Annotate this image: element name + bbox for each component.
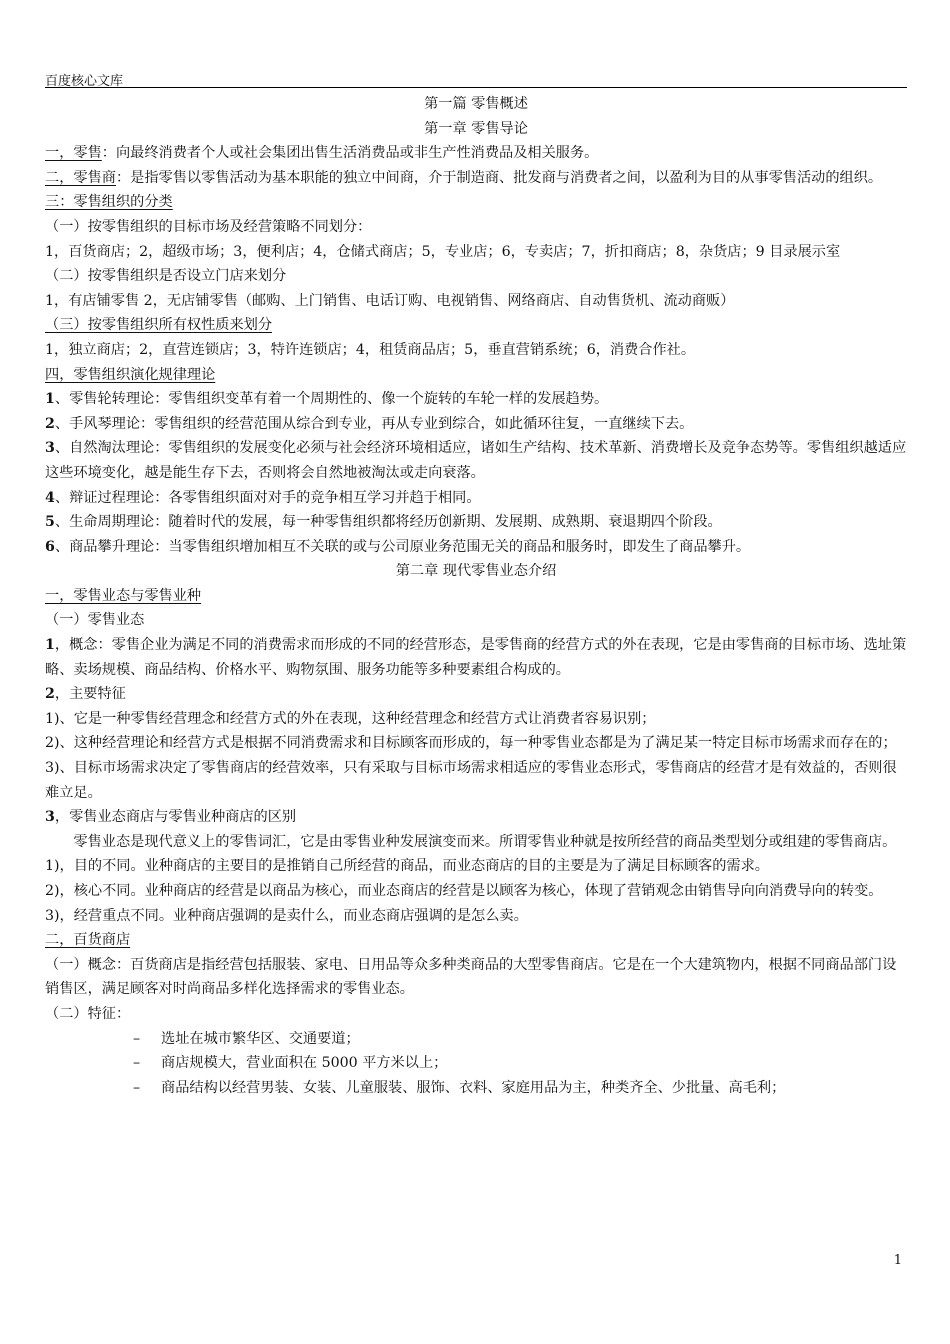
theory-item: [45, 535, 907, 560]
term-retailer: 二，零售商: [45, 169, 116, 186]
format-diff-text: ，零售业态商店与零售业种商店的区别: [54, 809, 297, 826]
classification-sub1-text: 1，百货商店；2，超级市场；3，便利店；4，仓储式商店；5，专业店；6，专卖店；7，折扣商店；8，杂货店；9 目录展示室: [45, 243, 841, 260]
format-diff-body: 零售业态是现代意义上的零售词汇，它是由零售业种发展演变而来。所谓零售业种就是按所经营的商品类型划分或组建的零售商店。: [73, 833, 897, 850]
theory-item: [45, 412, 907, 437]
format-concept-num: 1: [45, 637, 55, 654]
format-feature-1: 1)、它是一种零售经营理念和经营方式的外在表现，这种经营理念和经营方式让消费者容易识别；: [45, 710, 656, 727]
feature-bullet: [45, 1027, 907, 1052]
theory-text: 、辩证过程理论：各零售组织面对对手的竞争相互学习并趋于相同。: [54, 489, 481, 506]
department-store-features: （二）特征：: [45, 1005, 131, 1022]
feature-bullet: [45, 1051, 907, 1076]
theory-text: 、零售轮转理论：零售组织变革有着一个周期性的、像一个旋转的车轮一样的发展趋势。: [54, 391, 609, 408]
classification-sub3: （三）按零售组织所有权性质来划分: [45, 317, 273, 334]
theory-text: 、自然淘汰理论：零售组织的发展变化必须与社会经济环境相适应，诸如生产结构、技术革新、消费增长及竞争态势等。零售组织越适应这些环境变化，越是能生存下去，否则将会自然地被淘汰或走向衰落。: [45, 440, 907, 481]
feature-bullet-text: 商品结构以经营男装、女装、儿童服装、服饰、衣料、家庭用品为主，种类齐全、少批量、高毛利；: [161, 1079, 786, 1096]
format-feature-2: 2)、这种经营理论和经营方式是根据不同消费需求和目标顾客而形成的，每一种零售业态都是为了满足某一特定目标市场需求而存在的；: [45, 735, 897, 752]
feature-bullet: [45, 1076, 907, 1101]
section-heading-format-type: 一，零售业态与零售业种: [45, 587, 202, 604]
theory-item: [45, 387, 907, 412]
theory-num: 2: [45, 415, 55, 432]
classification-sub2: （二）按零售组织是否设立门店来划分: [45, 268, 287, 285]
theory-num: 4: [45, 489, 55, 506]
classification-sub2-text: 1，有店铺零售 2，无店铺零售（邮购、上门销售、电话订购、电视销售、网络商店、自动售货机、流动商贩）: [45, 292, 735, 309]
theory-num: 5: [45, 514, 55, 531]
classification-sub1: （一）按零售组织的目标市场及经营策略不同划分：: [45, 218, 372, 235]
feature-bullet-text: 商店规模大，营业面积在 5000 平方米以上；: [161, 1055, 448, 1072]
theory-num: 6: [45, 538, 55, 555]
chapter-title-1: 第一章 零售导论: [424, 120, 528, 137]
theory-item: [45, 436, 907, 485]
feature-bullet-text: 选址在城市繁华区、交通要道；: [161, 1030, 360, 1047]
page-number: 1: [893, 1253, 902, 1268]
section-heading-classification: 三：零售组织的分类: [45, 194, 173, 211]
format-sub1: （一）零售业态: [45, 612, 145, 629]
dash-marker: –: [133, 1079, 141, 1096]
format-features-num: 2: [45, 686, 55, 703]
classification-sub3-text: 1，独立商店；2，直营连锁店；3，特许连锁店；4，租赁商品店；5，垂直营销系统；6，消费合作社。: [45, 341, 696, 358]
format-diff-2: 2)，核心不同。业种商店的经营是以商品为核心，而业态商店的经营是以顾客为核心，体现了营销观念由销售导向向消费导向的转变。: [45, 883, 883, 899]
format-feature-3: 3)、目标市场需求决定了零售商店的经营效率，只有采取与目标市场需求相适应的零售业态形式，零售商店的经营才是有效益的，否则很难立足。: [45, 760, 897, 801]
dash-marker: –: [133, 1030, 141, 1047]
theory-num: 1: [45, 391, 55, 408]
format-diff-1: 1)，目的不同。业种商店的主要目的是推销自己所经营的商品，而业态商店的目的主要是为了满足目标顾客的需求。: [45, 858, 769, 875]
page-header: 百度核心文库: [45, 74, 124, 89]
section-heading-evolution: 四，零售组织演化规律理论: [45, 366, 216, 383]
format-concept-text: ，概念：零售企业为满足不同的消费需求而形成的不同的经营形态，是零售商的经营方式的外在表现，它是由零售商的目标市场、选址策略、卖场规模、商品结构、价格水平、购物氛围、服务功能等多种要素组合构成的。: [45, 637, 907, 678]
part-title: 第一篇 零售概述: [424, 96, 528, 112]
term-retail: 一，零售: [45, 145, 102, 162]
section-heading-department-store: 二，百货商店: [45, 932, 131, 949]
definition-retailer: [45, 166, 907, 191]
format-diff-heading: [45, 805, 907, 830]
department-store-concept: （一）概念：百货商店是指经营包括服装、家电、日用品等众多种类商品的大型零售商店。它是在一个大建筑物内，根据不同商品部门设销售区，满足顾客对时尚商品多样化选择需求的零售业态。: [45, 956, 897, 998]
theory-num: 3: [45, 440, 55, 457]
format-concept: [45, 633, 907, 682]
header-rule: [45, 87, 907, 88]
format-features-text: ，主要特征: [54, 686, 126, 703]
format-features-heading: [45, 682, 907, 707]
definition-retail-text: ：向最终消费者个人或社会集团出售生活消费品或非生产性消费品及相关服务。: [101, 145, 599, 162]
definition-retail: [45, 141, 907, 166]
chapter-title-2: 第二章 现代零售业态介绍: [395, 563, 557, 580]
document-body: [45, 92, 907, 1100]
format-diff-3: 3)，经营重点不同。业种商店强调的是卖什么，而业态商店强调的是怎么卖。: [45, 907, 528, 924]
theory-item: [45, 510, 907, 535]
dash-marker: –: [133, 1055, 141, 1072]
definition-retailer-text: ：是指零售以零售活动为基本职能的独立中间商，介于制造商、批发商与消费者之间，以盈利为目的从事零售活动的组织。: [115, 169, 883, 186]
theory-text: 、商品攀升理论：当零售组织增加相互不关联的或与公司原业务范围无关的商品和服务时，即发生了商品攀升。: [54, 538, 751, 555]
theory-text: 、手风琴理论：零售组织的经营范围从综合到专业，再从专业到综合，如此循环往复，一直继续下去。: [54, 415, 694, 432]
theory-text: 、生命周期理论：随着时代的发展，每一种零售组织都将经历创新期、发展期、成熟期、衰退期四个阶段。: [54, 514, 722, 531]
theory-item: [45, 486, 907, 511]
format-diff-num: 3: [45, 809, 55, 826]
